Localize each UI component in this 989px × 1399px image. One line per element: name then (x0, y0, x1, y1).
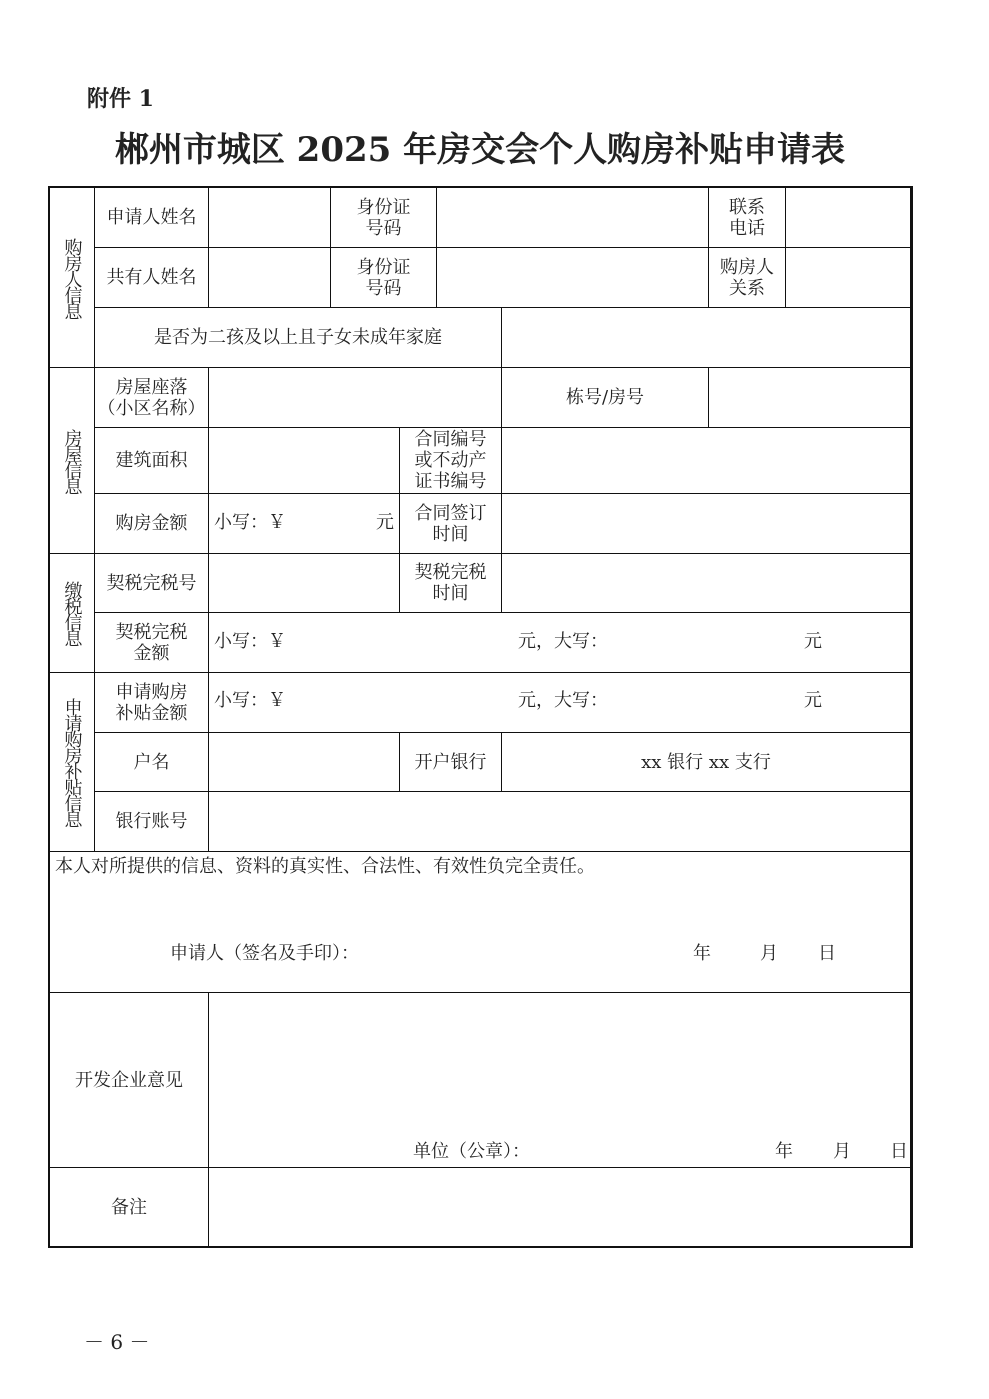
field-applicant-name[interactable] (208, 187, 331, 248)
tax-big-label: 元，大写： (518, 631, 608, 652)
label-relation: 购房人 关系 (708, 247, 786, 308)
label-price: 购房金额 (94, 493, 209, 554)
label-subsidy-amount: 申请购房 补贴金额 (94, 672, 209, 733)
field-account-no[interactable] (208, 791, 911, 852)
label-id-number: 身份证 号码 (330, 187, 437, 248)
section-buyer (49, 187, 95, 368)
developer-unit-label: 单位（公章）： (413, 1141, 530, 1162)
field-relation[interactable] (785, 247, 911, 308)
field-co-owner-name[interactable] (208, 247, 331, 308)
label-building-room: 栋号/房号 (501, 367, 709, 428)
label-tax-amount: 契税完税 金额 (94, 612, 209, 673)
field-id-number[interactable] (436, 187, 709, 248)
tax-unit: 元 (804, 631, 822, 652)
price-small-label: 小写：￥ (214, 512, 286, 533)
subsidy-small-label: 小写：￥ (214, 690, 286, 711)
label-bank: 开户银行 (399, 732, 502, 792)
label-location: 房屋座落 （小区名称） (94, 367, 209, 428)
label-developer-opinion: 开发企业意见 (49, 992, 209, 1168)
label-applicant-name: 申请人姓名 (94, 187, 209, 248)
section-buyer-label: 购房人信息 (61, 237, 83, 318)
field-tax-no[interactable] (208, 553, 400, 613)
field-building-room[interactable] (708, 367, 911, 428)
section-tax (49, 553, 95, 673)
applicant-signature-label[interactable]: 申请人（签名及手印）： (170, 943, 359, 964)
developer-year: 年 (775, 1141, 793, 1162)
declaration-year: 年 (693, 943, 711, 964)
label-contract-date: 合同签订 时间 (399, 493, 502, 554)
developer-month: 月 (833, 1141, 851, 1162)
label-second-child: 是否为二孩及以上且子女未成年家庭 (94, 307, 502, 368)
declaration-text: 本人对所提供的信息、资料的真实性、合法性、有效性负完全责任。 (55, 856, 595, 877)
price-unit: 元 (376, 512, 394, 533)
field-location[interactable] (208, 367, 502, 428)
tax-small-label: 小写：￥ (214, 631, 286, 652)
section-subsidy (49, 672, 95, 852)
label-co-owner-name: 共有人姓名 (94, 247, 209, 308)
field-account-name[interactable] (208, 732, 400, 792)
label-account-name: 户名 (94, 732, 209, 792)
declaration-month: 月 (760, 943, 778, 964)
developer-day: 日 (890, 1141, 908, 1162)
field-area[interactable] (208, 427, 400, 494)
page-title: 郴州市城区 2025 年房交会个人购房补贴申请表 (114, 130, 846, 170)
section-house (49, 367, 95, 554)
label-phone: 联系 电话 (708, 187, 786, 248)
subsidy-unit: 元 (804, 690, 822, 711)
field-tax-date[interactable] (501, 553, 911, 613)
field-phone[interactable] (785, 187, 911, 248)
field-developer-opinion[interactable] (208, 992, 911, 1168)
field-second-child[interactable] (501, 307, 911, 368)
field-remarks[interactable] (208, 1167, 911, 1247)
label-remarks: 备注 (49, 1167, 209, 1247)
page-number: － 6 － (84, 1330, 150, 1354)
section-subsidy-label: 申请购房补贴信息 (61, 698, 83, 826)
label-area: 建筑面积 (94, 427, 209, 494)
declaration-day: 日 (818, 943, 836, 964)
section-tax-label: 缴税信息 (61, 581, 83, 645)
label-contract-no: 合同编号 或不动产 证书编号 (399, 427, 502, 494)
section-house-label: 房屋信息 (61, 428, 83, 493)
label-account-no: 银行账号 (94, 791, 209, 852)
attachment-label: 附件 1 (87, 86, 154, 112)
field-contract-no[interactable] (501, 427, 911, 494)
field-id-number-2[interactable] (436, 247, 709, 308)
label-id-number-2: 身份证 号码 (330, 247, 437, 308)
field-contract-date[interactable] (501, 493, 911, 554)
label-tax-date: 契税完税 时间 (399, 553, 502, 613)
field-bank[interactable]: xx 银行 xx 支行 (501, 732, 911, 792)
subsidy-big-label: 元，大写： (518, 690, 608, 711)
label-tax-no: 契税完税号 (94, 553, 209, 613)
